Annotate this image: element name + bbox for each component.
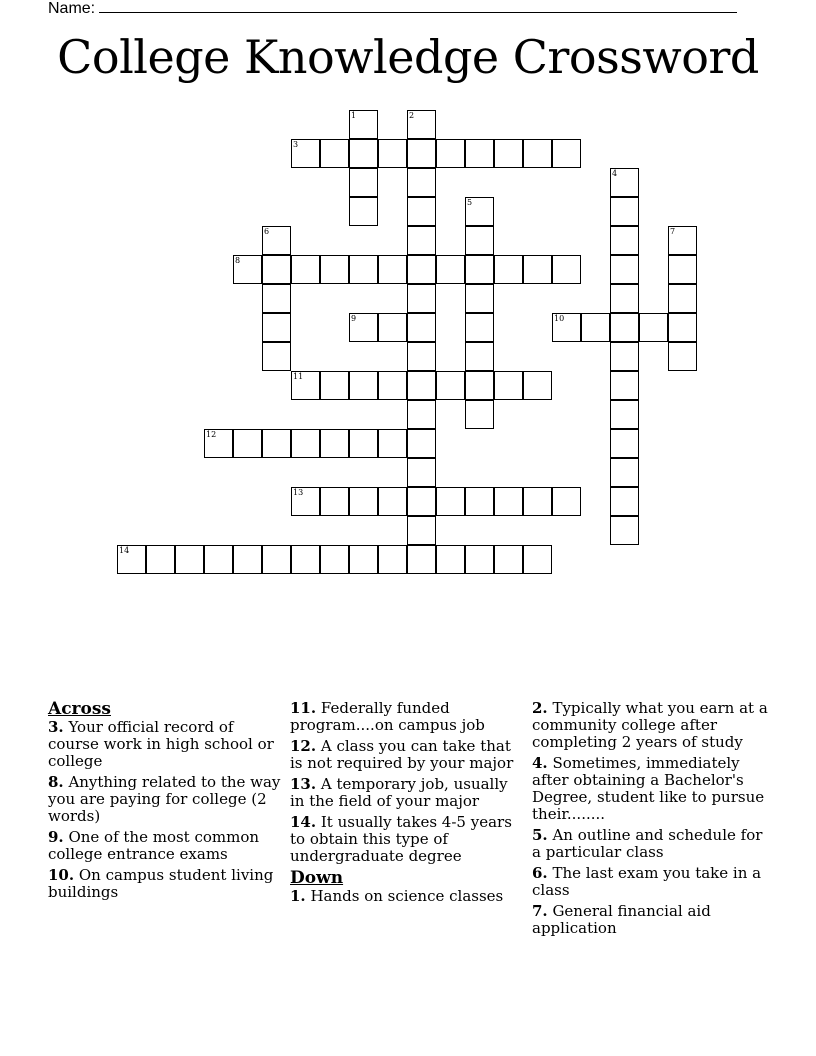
clue-number: 10 [554,314,565,323]
clue-number-label: 8. [48,773,64,791]
grid-cell[interactable] [523,139,552,168]
clue-item [290,888,522,905]
clue-number-label: 12. [290,737,317,755]
grid-cell[interactable] [204,545,233,574]
grid-cell[interactable] [262,545,291,574]
grid-cell[interactable] [552,255,581,284]
grid-cell[interactable] [465,197,494,226]
grid-cell[interactable] [349,139,378,168]
clue-item [532,827,772,861]
grid-cell[interactable] [465,545,494,574]
name-line-rule[interactable] [99,0,737,13]
grid-cell[interactable] [639,313,668,342]
grid-cell[interactable] [349,255,378,284]
clue-item [48,774,283,825]
clue-text: Typically what you earn at a community college after completing 2 years of study [532,699,768,751]
clues-column-3 [532,700,772,941]
grid-cell[interactable] [494,255,523,284]
clue-text: The last exam you take in a class [532,864,762,899]
clue-number: 3 [293,140,299,149]
grid-cell[interactable] [407,545,436,574]
clue-item [290,738,522,772]
grid-cell[interactable] [349,168,378,197]
grid-cell[interactable] [262,255,291,284]
grid-cell[interactable] [262,429,291,458]
clue-item [532,903,772,937]
grid-cell[interactable] [349,545,378,574]
clue-number-label: 10. [48,866,75,884]
clue-text: One of the most common college entrance exams [48,828,260,863]
clue-item [48,867,283,901]
grid-cell[interactable] [204,429,233,458]
clue-number: 12 [206,430,217,439]
grid-cell[interactable] [407,284,436,313]
clue-item [532,700,772,751]
grid-cell[interactable] [262,284,291,313]
grid-cell[interactable] [291,371,320,400]
grid-cell[interactable] [494,487,523,516]
grid-cell[interactable] [407,429,436,458]
grid-cell[interactable] [262,342,291,371]
grid-cell[interactable] [465,400,494,429]
clue-item [48,829,283,863]
grid-cell[interactable] [407,139,436,168]
grid-cell[interactable] [378,429,407,458]
grid-cell[interactable] [610,168,639,197]
grid-cell[interactable] [320,429,349,458]
grid-cell[interactable] [320,487,349,516]
grid-cell[interactable] [291,487,320,516]
grid-cell[interactable] [465,255,494,284]
grid-cell[interactable] [407,371,436,400]
clue-text: Your official record of course work in high school or college [48,718,274,770]
grid-cell[interactable] [465,226,494,255]
grid-cell[interactable] [407,458,436,487]
grid-cell[interactable] [436,487,465,516]
clue-number: 2 [409,111,415,120]
clue-number-label: 14. [290,813,317,831]
grid-cell[interactable] [349,313,378,342]
clue-item [290,700,522,734]
clue-number: 4 [612,169,618,178]
clue-number: 14 [119,546,130,555]
grid-cell[interactable] [407,110,436,139]
grid-cell[interactable] [320,255,349,284]
grid-cell[interactable] [407,487,436,516]
grid-cell[interactable] [233,429,262,458]
clue-text: A temporary job, usually in the field of your major [290,775,508,810]
grid-cell[interactable] [581,313,610,342]
grid-cell[interactable] [610,458,639,487]
grid-cell[interactable] [378,139,407,168]
grid-cell[interactable] [436,139,465,168]
clue-number: 9 [351,314,357,323]
clue-number: 11 [293,372,304,381]
grid-cell[interactable] [349,429,378,458]
clue-number: 7 [670,227,676,236]
grid-cell[interactable] [610,284,639,313]
clue-item [532,755,772,823]
clue-number: 1 [351,111,357,120]
clue-number-label: 9. [48,828,64,846]
clue-number-label: 5. [532,826,548,844]
clue-text: An outline and schedule for a particular class [532,826,763,861]
clue-text: A class you can take that is not required by your major [290,737,514,772]
grid-cell[interactable] [668,255,697,284]
grid-cell[interactable] [523,371,552,400]
grid-cell[interactable] [465,371,494,400]
clue-number-label: 2. [532,699,548,717]
grid-cell[interactable] [233,255,262,284]
down-heading: Down [290,868,344,888]
grid-cell[interactable] [465,313,494,342]
grid-cell[interactable] [465,487,494,516]
grid-cell[interactable] [291,545,320,574]
clue-number-label: 13. [290,775,317,793]
grid-cell[interactable] [407,342,436,371]
clue-text: Anything related to the way you are paying for college (2 words) [48,773,281,825]
grid-cell[interactable] [523,255,552,284]
grid-cell[interactable] [494,371,523,400]
grid-cell[interactable] [610,226,639,255]
clue-item [532,865,772,899]
grid-cell[interactable] [610,313,639,342]
grid-cell[interactable] [378,255,407,284]
grid-cell[interactable] [610,516,639,545]
clue-text: It usually takes 4-5 years to obtain this type of undergraduate degree [290,813,512,865]
grid-cell[interactable] [436,371,465,400]
clue-text: General financial aid application [532,902,711,937]
grid-cell[interactable] [320,139,349,168]
grid-cell[interactable] [407,255,436,284]
grid-cell[interactable] [610,342,639,371]
grid-cell[interactable] [349,487,378,516]
grid-cell[interactable] [465,284,494,313]
clues-column-2 [290,700,522,909]
grid-cell[interactable] [465,342,494,371]
grid-cell[interactable] [610,371,639,400]
clue-number-label: 6. [532,864,548,882]
grid-cell[interactable] [407,516,436,545]
clue-number-label: 7. [532,902,548,920]
grid-cell[interactable] [378,371,407,400]
grid-cell[interactable] [291,429,320,458]
grid-cell[interactable] [610,255,639,284]
grid-cell[interactable] [407,313,436,342]
clue-number: 6 [264,227,270,236]
grid-cell[interactable] [320,545,349,574]
clue-item [48,719,283,770]
grid-cell[interactable] [436,255,465,284]
clue-item [290,776,522,810]
grid-cell[interactable] [523,545,552,574]
grid-cell[interactable] [494,139,523,168]
grid-cell[interactable] [349,371,378,400]
clue-number: 5 [467,198,473,207]
grid-cell[interactable] [523,487,552,516]
grid-cell[interactable] [436,545,465,574]
clue-number: 13 [293,488,304,497]
grid-cell[interactable] [552,313,581,342]
clues-column-1 [48,700,283,905]
grid-cell[interactable] [668,313,697,342]
grid-cell[interactable] [407,168,436,197]
grid-cell[interactable] [494,545,523,574]
name-field[interactable] [48,0,737,18]
clue-text: Sometimes, immediately after obtaining a Bachelor's Degree, student like to pursue their........ [532,754,765,823]
clue-text: On campus student living buildings [48,866,274,901]
grid-cell[interactable] [610,400,639,429]
grid-cell[interactable] [262,226,291,255]
page-title: College Knowledge Crossword [57,30,759,84]
grid-cell[interactable] [552,139,581,168]
across-heading: Across [48,699,111,719]
grid-cell[interactable] [320,371,349,400]
grid-cell[interactable] [407,226,436,255]
grid-cell[interactable] [349,197,378,226]
grid-cell[interactable] [552,487,581,516]
grid-cell[interactable] [610,487,639,516]
grid-cell[interactable] [291,139,320,168]
grid-cell[interactable] [668,226,697,255]
clue-item [290,814,522,865]
grid-cell[interactable] [668,342,697,371]
grid-cell[interactable] [407,197,436,226]
clue-number: 8 [235,256,241,265]
grid-cell[interactable] [378,313,407,342]
grid-cell[interactable] [175,545,204,574]
clue-number-label: 4. [532,754,548,772]
clue-number-label: 1. [290,887,306,905]
clue-text: Federally funded program....on campus job [290,699,485,734]
grid-cell[interactable] [233,545,262,574]
grid-cell[interactable] [465,139,494,168]
grid-cell[interactable] [378,487,407,516]
grid-cell[interactable] [349,110,378,139]
grid-cell[interactable] [291,255,320,284]
grid-cell[interactable] [610,429,639,458]
grid-cell[interactable] [407,400,436,429]
clue-number-label: 3. [48,718,64,736]
name-label: Name: [48,0,96,17]
grid-cell[interactable] [262,313,291,342]
grid-cell[interactable] [668,284,697,313]
grid-cell[interactable] [610,197,639,226]
clue-number-label: 11. [290,699,317,717]
grid-cell[interactable] [378,545,407,574]
grid-cell[interactable] [146,545,175,574]
grid-cell[interactable] [117,545,146,574]
clue-text: Hands on science classes [305,887,504,905]
